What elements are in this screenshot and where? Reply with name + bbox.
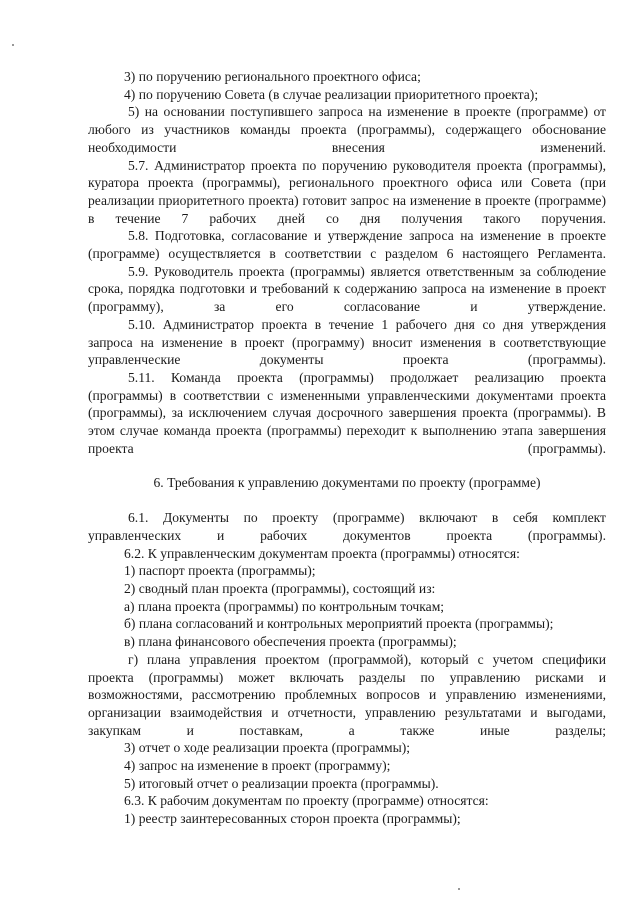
- paragraph: 2) сводный план проекта (программы), состоящий из:: [124, 580, 436, 596]
- paragraph: 5) на основании поступившего запроса на изменение в проекте (программе) от любого из участников команды проекта (программы), содержащего обоснование необходимости внесения изменений.: [88, 104, 606, 155]
- paragraph: 5.8. Подготовка, согласование и утверждение запроса на изменение в проекте (программе) осуществляется в соответствии с разделом 6 настоящего Регламента.: [88, 228, 606, 262]
- paragraph: б) плана согласований и контрольных мероприятий проекта (программы);: [124, 616, 554, 632]
- paragraph: 6.2. К управленческим документам проекта (программы) относятся:: [124, 545, 520, 561]
- paragraph: 1) реестр заинтересованных сторон проекта (программы);: [124, 811, 461, 827]
- paragraph: 4) запрос на изменение в проект (программу);: [124, 758, 391, 774]
- paragraph: 6.1. Документы по проекту (программе) включают в себя комплект управленческих и рабочих документов проекта (программы).: [88, 510, 606, 543]
- paragraph: 6.3. К рабочим документам по проекту (программе) относятся:: [124, 793, 489, 809]
- paragraph: 1) паспорт проекта (программы);: [124, 563, 316, 579]
- paragraph: 5.9. Руководитель проекта (программы) является ответственным за соблюдение срока, порядка подготовки и требований к содержанию запроса на изменение в проект (программу), за его согласование и утверждение.: [88, 263, 606, 315]
- paragraph: 3) по поручению регионального проектного офиса;: [124, 69, 421, 84]
- paragraph: 5.10. Администратор проекта в течение 1 рабочего дня со дня утверждения запроса на изменение в проект (программу) вносит изменения в соответствующие управленческие документы проекта (программы).: [88, 316, 606, 368]
- paragraph: а) плана проекта (программы) по контрольным точкам;: [124, 598, 445, 614]
- paragraph: 5.11. Команда проекта (программы) продолжает реализацию проекта (программы) в соответствии с измененными управленческими документами проекта (программы), за исключением случая досрочного завершения проекта (программы). В этом случае команда проекта (программы) переходит к выполнению этапа завершения проекта (программы).: [88, 369, 606, 456]
- scan-speck: [458, 888, 460, 890]
- paragraph: 3) отчет о ходе реализации проекта (программы);: [124, 740, 411, 756]
- section-heading: 6. Требования к управлению документами по проекту (программе): [153, 475, 541, 491]
- paragraph: 5) итоговый отчет о реализации проекта (программы).: [124, 775, 439, 791]
- paragraph: г) плана управления проектом (программой), который с учетом специфики проекта (программы) может включать разделы по управлению рисками и возможностями, рассмотрению проблемных вопросов и управлению изменениями, организации взаимодействия и отчетности, управлению результатами и выгодами, закупкам и поставкам, а также иные разделы;: [88, 651, 606, 738]
- paragraph: в) плана финансового обеспечения проекта (программы);: [124, 634, 457, 650]
- paragraph: 4) по поручению Совета (в случае реализации приоритетного проекта);: [124, 86, 539, 102]
- paragraph: 5.7. Администратор проекта по поручению руководителя проекта (программы), куратора проекта (программы), регионального проектного офиса или Совета (при реализации приоритетного проекта) готовит запрос на изменение в проекте (программе) в течение 7 рабочих дней со дня получения такого поручения.: [88, 157, 606, 226]
- document-body: [88, 68, 606, 828]
- scan-speck: [12, 44, 14, 46]
